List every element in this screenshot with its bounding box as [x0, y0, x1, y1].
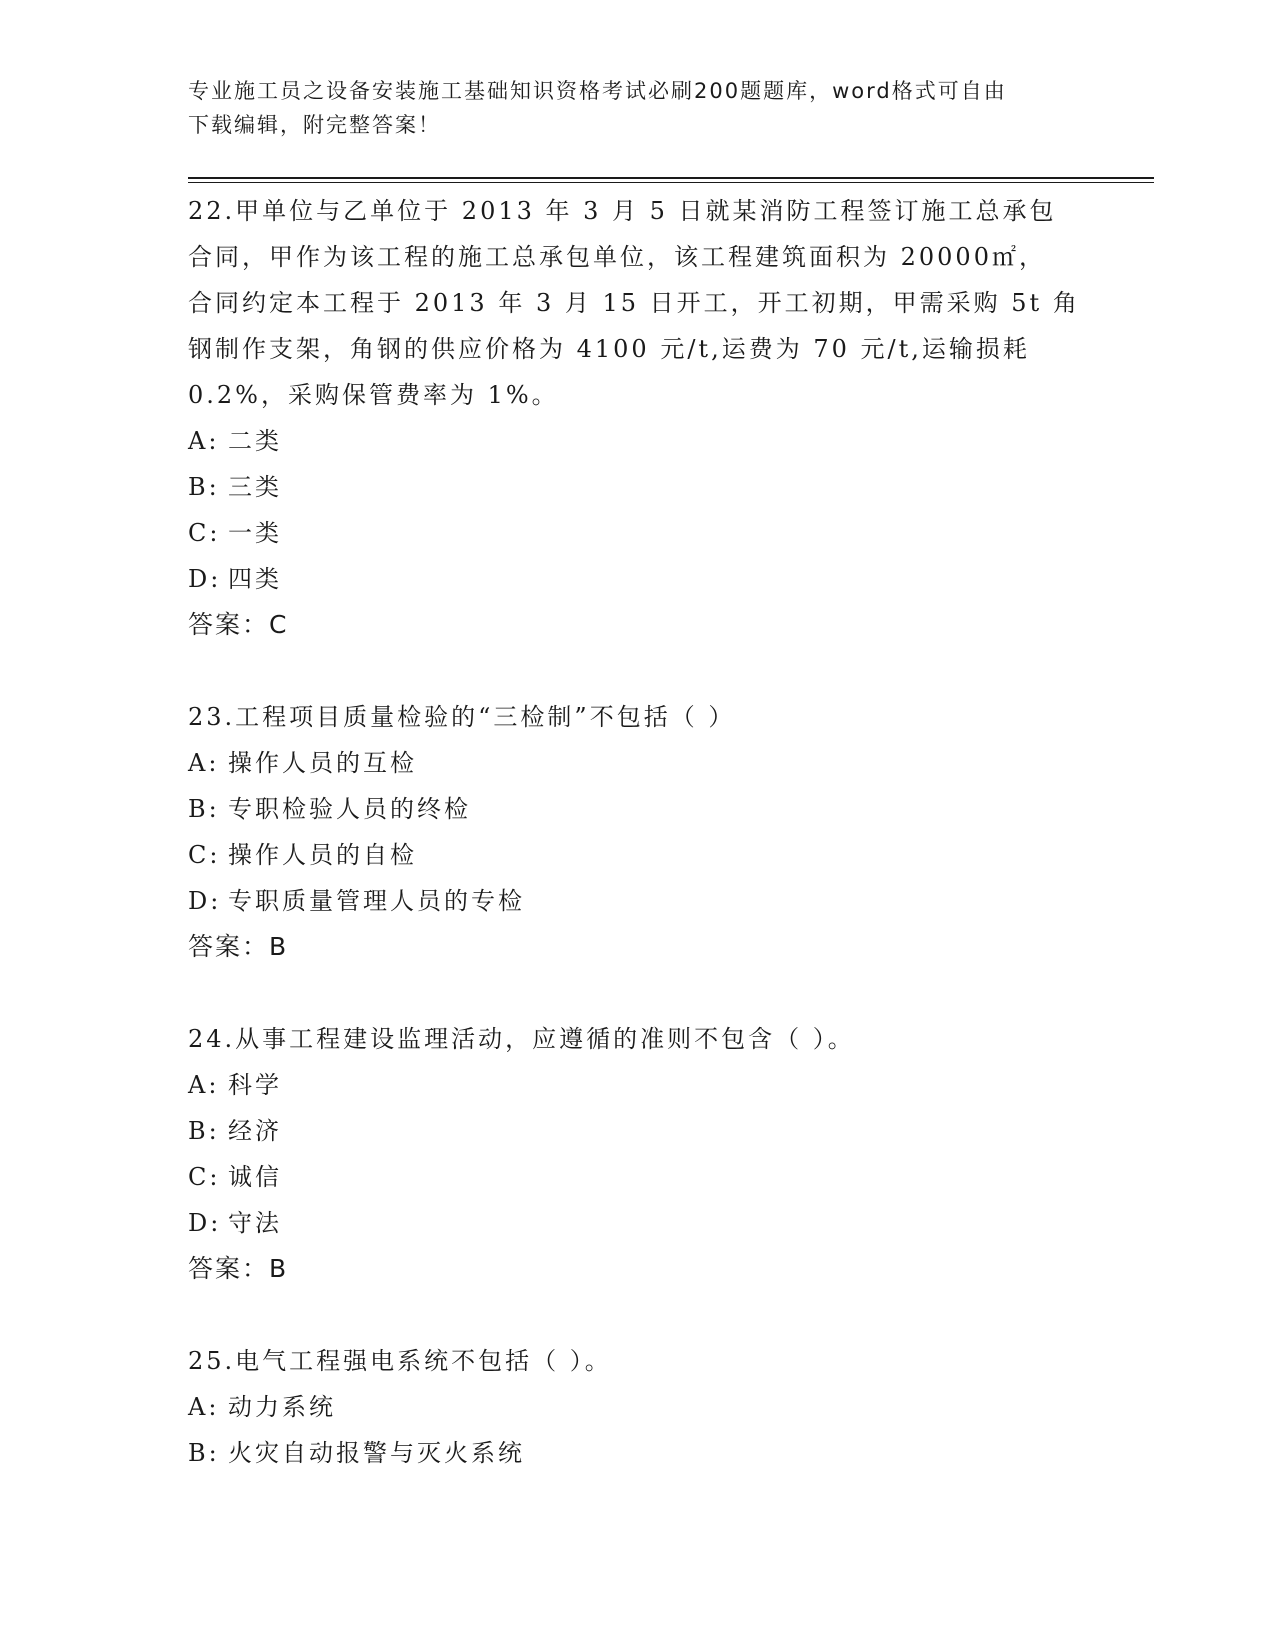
option-b: [188, 1430, 1088, 1476]
option-text: 火灾自动报警与灭火系统: [228, 1439, 525, 1467]
option-key: A:: [188, 427, 220, 455]
answer-line: 答案：B: [188, 1254, 289, 1283]
header-title-line-1: 专业施工员之设备安装施工基础知识资格考试必刷200题题库，word格式可自由: [188, 79, 1007, 103]
option-key: B:: [188, 1117, 220, 1145]
stem-line: 合同约定本工程于 2013 年 3 月 15 日开工，开工初期，甲需采购 5t 角: [188, 289, 1080, 317]
question-spacer: [188, 1292, 1088, 1338]
option-key: B:: [188, 473, 220, 501]
option-a: [188, 1062, 1088, 1108]
option-text: 诚信: [228, 1163, 282, 1191]
question-spacer: [188, 648, 1088, 694]
question-23: [188, 694, 1088, 970]
stem-line: 合同，甲作为该工程的施工总承包单位，该工程建筑面积为 20000㎡，: [188, 243, 1046, 271]
option-key: C:: [188, 519, 221, 547]
question-list: [188, 188, 1088, 1476]
option-d: [188, 556, 1088, 602]
option-text: 动力系统: [228, 1393, 336, 1421]
option-b: [188, 464, 1088, 510]
question-24: [188, 1016, 1088, 1292]
question-stem: [188, 1016, 1088, 1062]
option-b: [188, 1108, 1088, 1154]
answer-line: 答案：C: [188, 610, 289, 639]
option-key: D:: [188, 565, 222, 593]
option-a: [188, 1384, 1088, 1430]
question-22: [188, 188, 1088, 648]
option-text: 三类: [228, 473, 282, 501]
option-c: [188, 1154, 1088, 1200]
option-b: [188, 786, 1088, 832]
option-text: 科学: [228, 1071, 282, 1099]
option-key: B:: [188, 795, 220, 823]
option-text: 操作人员的互检: [228, 749, 417, 777]
option-key: D:: [188, 1209, 222, 1237]
question-25: [188, 1338, 1088, 1476]
option-text: 专职质量管理人员的专检: [228, 887, 525, 915]
question-stem: [188, 694, 1088, 740]
option-c: [188, 510, 1088, 556]
question-spacer: [188, 970, 1088, 1016]
option-key: B:: [188, 1439, 220, 1467]
stem-line: 0.2%，采购保管费率为 1%。: [188, 381, 559, 409]
option-text: 经济: [228, 1117, 282, 1145]
option-key: A:: [188, 1393, 220, 1421]
document-header: [188, 74, 1088, 142]
option-key: C:: [188, 1163, 221, 1191]
stem-line: 22.甲单位与乙单位于 2013 年 3 月 5 日就某消防工程签订施工总承包: [188, 197, 1057, 225]
option-key: A:: [188, 749, 220, 777]
option-text: 专职检验人员的终检: [228, 795, 471, 823]
stem-line: 23.工程项目质量检验的“三检制”不包括（ ）: [188, 703, 736, 731]
option-key: C:: [188, 841, 221, 869]
option-a: [188, 740, 1088, 786]
question-stem: [188, 188, 1088, 418]
header-title-line-2: 下载编辑，附完整答案！: [188, 113, 441, 137]
stem-line: 25.电气工程强电系统不包括（ ）。: [188, 1347, 612, 1375]
stem-line: 钢制作支架，角钢的供应价格为 4100 元/t,运费为 70 元/t,运输损耗: [188, 335, 1030, 363]
stem-line: 24.从事工程建设监理活动，应遵循的准则不包含（ ）。: [188, 1025, 855, 1053]
option-text: 守法: [228, 1209, 282, 1237]
option-key: A:: [188, 1071, 220, 1099]
option-text: 一类: [228, 519, 282, 547]
option-text: 操作人员的自检: [228, 841, 417, 869]
option-d: [188, 878, 1088, 924]
answer-line: 答案：B: [188, 932, 289, 961]
option-key: D:: [188, 887, 222, 915]
header-divider-thick: [188, 177, 1154, 179]
option-d: [188, 1200, 1088, 1246]
option-a: [188, 418, 1088, 464]
option-text: 四类: [228, 565, 282, 593]
question-stem: [188, 1338, 1088, 1384]
option-text: 二类: [228, 427, 282, 455]
option-c: [188, 832, 1088, 878]
header-divider-thin: [188, 182, 1154, 183]
